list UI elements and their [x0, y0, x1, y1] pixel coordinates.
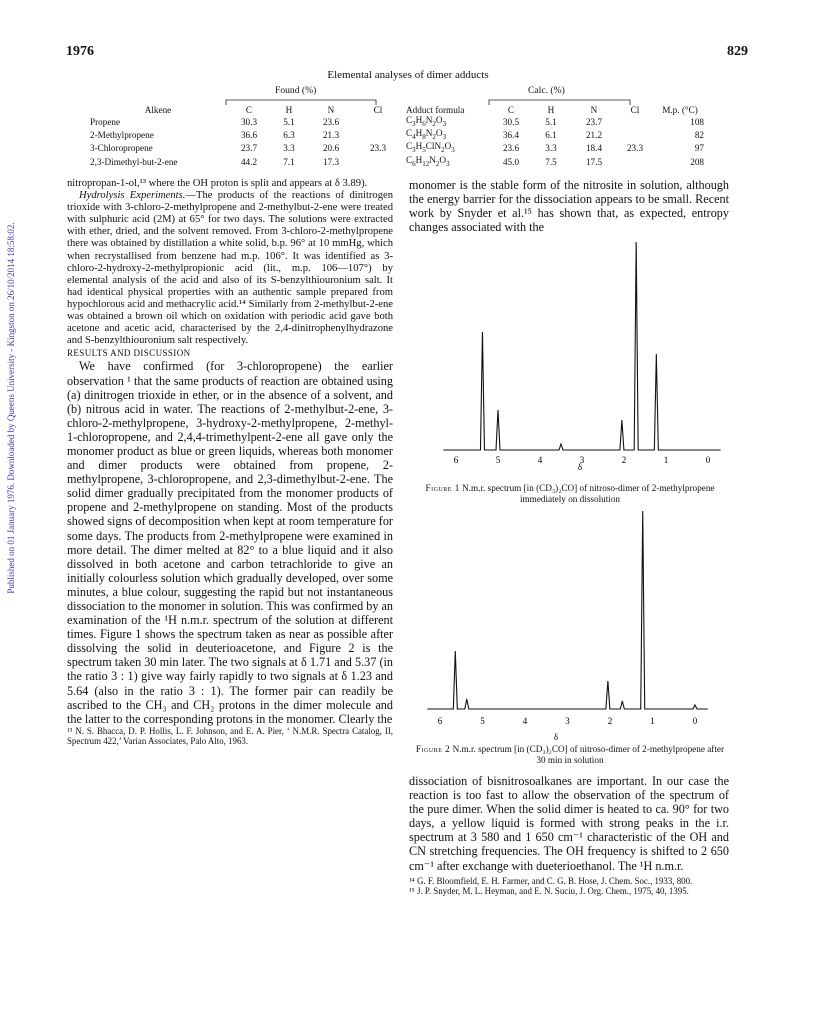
- cell-calc-n: 23.7: [585, 116, 603, 127]
- figure-1-trace: [443, 242, 720, 450]
- figure-2-label: Figure 2: [415, 744, 451, 754]
- cell-found-cl: [353, 129, 403, 142]
- results-heading: RESULTS AND DISCUSSION: [67, 348, 191, 359]
- cell-calc-cl: [617, 156, 653, 169]
- cell-found-h: 7.1: [283, 156, 295, 167]
- cell-calc-n: 18.4: [585, 143, 603, 154]
- cell-calc-c: 45.0: [502, 156, 520, 167]
- th-calc-cl: Cl: [630, 105, 640, 115]
- tick-label: 3: [565, 716, 570, 726]
- table-row: [87, 116, 707, 129]
- cell-alkene: 3-Chloropropene: [90, 143, 153, 154]
- cell-calc-c: 36.4: [502, 129, 520, 140]
- cell-found-n: 20.6: [322, 143, 340, 154]
- page-number-right: 829: [727, 44, 748, 59]
- cell-calc-c: 30.5: [502, 116, 520, 127]
- cell-found-h: 6.3: [283, 129, 295, 140]
- cell-formula: $C_3H_6N_2O_3$: [406, 114, 447, 128]
- th-n: N: [327, 105, 335, 115]
- tick-label: 6: [437, 716, 443, 726]
- cell-found-c: 36.6: [240, 129, 258, 140]
- cell-mp: 108: [690, 116, 704, 127]
- left-para-1: nitropropan-1-ol,¹³ where the OH proton is split and appears at δ 3.89).: [67, 178, 368, 189]
- footnote-13: ¹³ N. S. Bhacca, D. P. Hollis, L. F. Johnson, and E. A. Pier, ‘ N.M.R. Spectra Catalog, II, Spectrum 422,’ Varian Associates, Palo Alto, 1963.: [67, 725, 393, 746]
- cell-calc-h: 6.1: [545, 129, 557, 140]
- tick-label: 1: [650, 716, 655, 726]
- th-h: H: [285, 105, 293, 115]
- cell-found-c: 44.2: [240, 156, 258, 167]
- cell-alkene: 2-Methylpropene: [90, 129, 154, 140]
- footnote-15: ¹⁵ J. P. Snyder, M. L. Heyman, and E. N. Suciu, J. Org. Chem., 1975, 40, 1395.: [409, 885, 689, 896]
- cell-found-n: 21.3: [322, 129, 340, 140]
- results-para: We have confirmed (for 3-chloropropene) the earlier observation ¹ that the same products of reaction are obtained using (a) dinitrogen trioxide in ether, or in the absence of a solvent, and (b) nitrous acid in water. The reactions of 2-methylbut-2-ene, 3-chloro-2-methylpropene, 3-hydroxy-2-methylpropene, 2-methyl-1-chloropropene, and 2,4,4-trimethylpent-2-ene all gave only the monomer product as blue or green liquids, whereas both monomer and dimer products were obtained from propene, 2-methylpropene, 3-chloropropene, and 2,3-dimethylbut-2-ene. The solid dimer gradually precipitated from the monomer products of propene and 2-methylpropene on standing. Most of the products showed signs of decomposition when kept at room temperature for some days. The products from 2-methylpropene were examined in more detail. The dimer melted at 82° to a blue liquid and it also dissolved in both acetone and carbon tetrachloride to give an initially colourless solution which gradually developed, over some minutes, a blue colour, suggesting the rapid but not instantaneous dissociation to the monomer in solution. This was confirmed by an examination of the ¹H n.m.r. spectrum of the solution at different times. Figure 1 shows the spectrum taken as near as possible after dissolving the solid in deuterioacetone, and Figure 2 is the spectrum taken 30 min later. The two signals at δ 1.71 and 5.37 (in the ratio 3 : 1) give way fairly rapidly to two signals at δ 1.23 and 5.64 (also in the ratio 3 : 1). The former pair can readily be ascribed to the CH₃ and CH₂ protons in the dimer molecule and the latter to the corresponding protons in the monomer. Clearly the: [67, 359, 393, 726]
- figure-2-spectrum: [408, 506, 730, 744]
- cell-calc-n: 17.5: [585, 156, 603, 167]
- tick-label: 5: [480, 716, 485, 726]
- left-column: [67, 178, 393, 746]
- tick-label: 2: [621, 455, 627, 465]
- hydrolysis-text: —The products of the reactions of dinitrogen trioxide with 3-chloro-2-methylpropene and 2-methylbut-2-ene were treated with sulphuric acid (2M) at 65° for two days. The solutions were extracted with ether, dried, and the solvent removed. From 3-chloro-2-methylpropene there was obtained by distillation a white solid, b.p. 96° at 10 mmHg, which when recrystallised from benzene had m.p. 106°. It was identified as 3-chloro-2-hydroxy-2-methylpropionic acid (lit., m.p. 106—107°) by elemental analysis of the acid and also of its S-benzylthiouronium salt. It had identical physical properties with an authentic sample prepared from hypochlorous acid and methacrylic acid.¹⁴ Similarly from 2-methylbut-2-ene was obtained a brown oil which on oxidation with periodic acid gave both acetone and acetic acid, characterised by the 2,4-dinitrophenylhydrazone and S-benzylthiouronium salt respectively.: [67, 190, 394, 347]
- cell-found-c: 23.7: [240, 143, 258, 154]
- table-row: [87, 156, 707, 169]
- cell-alkene: 2,3-Dimethyl-but-2-ene: [90, 156, 178, 167]
- sidebar-text: Published on 01 January 1976. Downloaded by Queens University - Kingston on 26/10/2014 18:58:02.: [6, 222, 16, 594]
- th-mp: M.p. (°C): [662, 105, 698, 115]
- th-alkene: Alkene: [144, 105, 172, 115]
- table-header-row: [87, 106, 707, 116]
- elemental-table: [87, 106, 707, 169]
- th-cl: Cl: [373, 105, 383, 115]
- cell-found-cl: [353, 156, 403, 169]
- th-formula: Adduct formula: [406, 105, 465, 115]
- figure-2-caption-text: N.m.r. spectrum [in (CD₃)₂CO] of nitroso-dimer of 2-methylpropene after 30 min in solution: [452, 744, 725, 765]
- cell-formula: $C_4H_8N_2O_3$: [406, 128, 447, 141]
- tick-label: 4: [537, 455, 543, 465]
- cell-found-cl: [353, 116, 403, 129]
- table-title: Elemental analyses of dimer adducts: [327, 69, 489, 81]
- cell-calc-h: 7.5: [545, 156, 557, 167]
- right-top-text: [409, 178, 729, 234]
- figure-1-spectrum: [408, 236, 730, 484]
- th-c: C: [245, 105, 253, 115]
- right-para-2: dissociation of bisnitrosoalkanes are important. In our case the reaction is too fast to allow the observation of the spectrum of the pure dimer. When the solid dimer is heated to ca. 90° for two days, a yellow liquid is formed with strong peaks in the i.r. spectrum at 3 580 and 1 650 cm⁻¹ characteristic of the OH and CN stretching frequencies. The OH frequency is shifted to 2 650 cm⁻¹ after exchange with dueterioethanol. The ¹H n.m.r.: [409, 774, 729, 873]
- table-found-label: Found (%): [275, 85, 317, 96]
- th-calc-c: C: [507, 105, 515, 115]
- right-bottom-text: [409, 774, 729, 896]
- cell-found-cl: 23.3: [369, 143, 387, 154]
- figure-2-trace: [427, 511, 708, 709]
- cell-mp: 82: [694, 129, 704, 140]
- sidebar-provenance: [4, 188, 18, 628]
- tick-label: 1: [663, 455, 669, 465]
- cell-found-n: 23.6: [322, 116, 340, 127]
- cell-mp: 97: [694, 143, 704, 154]
- footnote-14: ¹⁴ G. F. Bloomfield, E. H. Farmer, and C. G. B. Hose, J. Chem. Soc., 1933, 800.: [409, 875, 693, 886]
- figure-2-caption: [414, 744, 726, 765]
- tick-label: 2: [607, 716, 613, 726]
- th-calc-h: H: [547, 105, 555, 115]
- cell-alkene: Propene: [90, 116, 121, 127]
- hydrolysis-heading: Hydrolysis Experiments.: [79, 190, 186, 202]
- cell-found-h: 5.1: [283, 116, 295, 127]
- cell-calc-c: 23.6: [502, 143, 520, 154]
- cell-calc-cl: 23.3: [626, 143, 644, 154]
- figure-1-caption: [414, 483, 726, 504]
- cell-formula: $C_3H_5ClN_2O_3$: [406, 141, 455, 155]
- right-para-1: monomer is the stable form of the nitrosite in solution, although the energy barrier for the dissociation appears to be small. Recent work by Snyder et al.¹⁵ has shown that, as expected, entropy changes associated with the: [409, 178, 729, 235]
- tick-label: 3: [579, 455, 585, 465]
- tick-label: 0: [692, 716, 698, 726]
- left-para-2: [67, 190, 393, 347]
- cell-calc-cl: [617, 129, 653, 142]
- page-number-left: 1976: [66, 44, 94, 59]
- cell-formula: $C_6H_{12}N_2O_3$: [406, 154, 450, 168]
- tick-label: 4: [522, 716, 528, 726]
- figure-2-delta-symbol: δ: [553, 732, 559, 742]
- figure-1-label: Figure 1: [425, 483, 460, 493]
- table-calc-label: Calc. (%): [528, 85, 565, 96]
- table-row: [87, 142, 707, 155]
- cell-found-h: 3.3: [283, 143, 295, 154]
- tick-label: 0: [705, 455, 711, 465]
- cell-calc-h: 3.3: [545, 143, 557, 154]
- cell-found-n: 17.3: [322, 156, 340, 167]
- tick-label: 6: [453, 455, 459, 465]
- cell-calc-cl: [617, 116, 653, 129]
- table-row: [87, 129, 707, 142]
- cell-calc-h: 5.1: [545, 116, 557, 127]
- tick-label: 5: [495, 455, 501, 465]
- cell-calc-n: 21.2: [585, 129, 603, 140]
- figure-1-caption-text: N.m.r. spectrum [in (CD₃)₂CO] of nitroso-dimer of 2-methylpropene immediately on dissolution: [462, 483, 715, 504]
- th-calc-n: N: [590, 105, 598, 115]
- cell-found-c: 30.3: [240, 116, 258, 127]
- cell-mp: 208: [690, 156, 704, 167]
- figure-1-delta-symbol: δ: [577, 462, 583, 472]
